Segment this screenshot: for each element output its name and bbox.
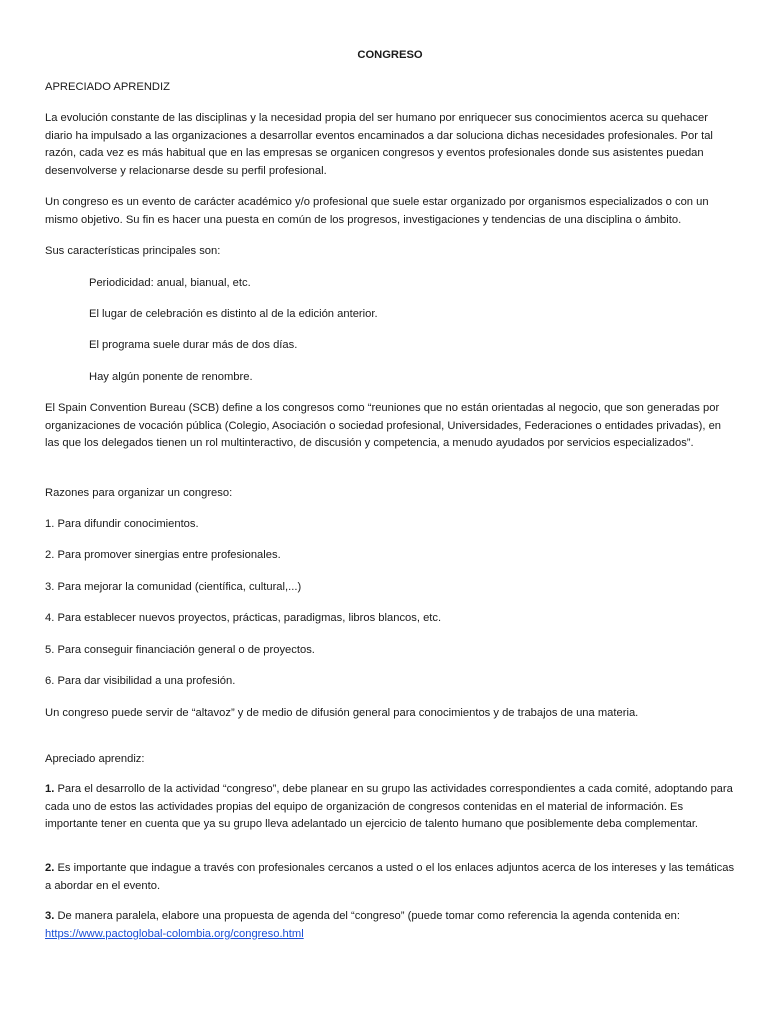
task-number: 2. [45,862,55,874]
task-item [45,908,735,943]
intro-paragraph: La evolución constante de las disciplinas y la necesidad propia del ser humano por enriquecer sus conocimientos acerca su quehacer diario ha impulsado a las organizaciones a desarrollar eventos encaminados a dar soluciona dichas necesidades profesionales. Por tal razón, cada vez es más habitual que en las empresas se organicen congresos y eventos profesionales donde sus asistentes puedan desenvolverse y relacionarse desde su perfil profesional. [45,112,713,177]
task-text: De manera paralela, elabore una propuesta de agenda del “congreso” (puede tomar como referencia la agenda contenida en: [54,910,681,922]
reasons-heading: Razones para organizar un congreso: [45,487,233,499]
feature-item: El programa suele durar más de dos días. [89,339,298,351]
document-title: CONGRESO [357,49,423,61]
reason-item: 5. Para conseguir financiación general o de proyectos. [45,644,315,656]
task-number: 1. [45,783,55,795]
feature-item: El lugar de celebración es distinto al de la edición anterior. [89,308,378,320]
task-item [45,860,735,895]
definition-paragraph: Un congreso es un evento de carácter académico y/o profesional que suele estar organizado por organismos especializados o con un mismo objetivo. Su fin es hacer una puesta en común de los progresos, investigaciones y tendencias de una disciplina o ámbito. [45,196,709,226]
reason-item: 2. Para promover sinergias entre profesionales. [45,549,281,561]
feature-item: Periodicidad: anual, bianual, etc. [89,277,251,289]
reason-item: 1. Para difundir conocimientos. [45,518,199,530]
greeting-2: Apreciado aprendiz: [45,753,145,765]
feature-item: Hay algún ponente de renombre. [89,371,253,383]
task-text: Para el desarrollo de la actividad “congreso”, debe planear en su grupo las actividades correspondientes a cada comité, adoptando para cada uno de estos las actividades propias del equipo de organización de congresos contenidas en el material de información. Es importante tener en cuenta que ya su grupo lleva adelantado un ejercicio de talento humano que posiblemente deba complementar. [45,783,733,830]
reason-item: 3. Para mejorar la comunidad (científica, cultural,...) [45,581,302,593]
altavoz-paragraph: Un congreso puede servir de “altavoz” y de medio de difusión general para conocimientos y de trabajos de una materia. [45,707,639,719]
document-page [45,0,735,1024]
scb-paragraph: El Spain Convention Bureau (SCB) define a los congresos como “reuniones que no están orientadas al negocio, que son generadas por organizaciones de vocación pública (Colegio, Asociación o sociedad profesional, Universidades, Federaciones o entidades privadas), en las que los delegados tienen un rol multinteractivo, de discusión y competencia, a menudo ayudados por servicios especializados”. [45,402,722,449]
reason-item: 6. Para dar visibilidad a una profesión. [45,675,236,687]
greeting: APRECIADO APRENDIZ [45,81,170,93]
task-item [45,781,735,834]
features-heading: Sus características principales son: [45,245,221,257]
agenda-link[interactable]: https://www.pactoglobal-colombia.org/congreso.html [45,927,304,940]
task-number: 3. [45,910,55,922]
reason-item: 4. Para establecer nuevos proyectos, prácticas, paradigmas, libros blancos, etc. [45,612,442,624]
task-text: Es importante que indague a través con profesionales cercanos a usted o el los enlaces adjuntos acerca de los intereses y las temáticas a abordar en el evento. [45,862,735,892]
